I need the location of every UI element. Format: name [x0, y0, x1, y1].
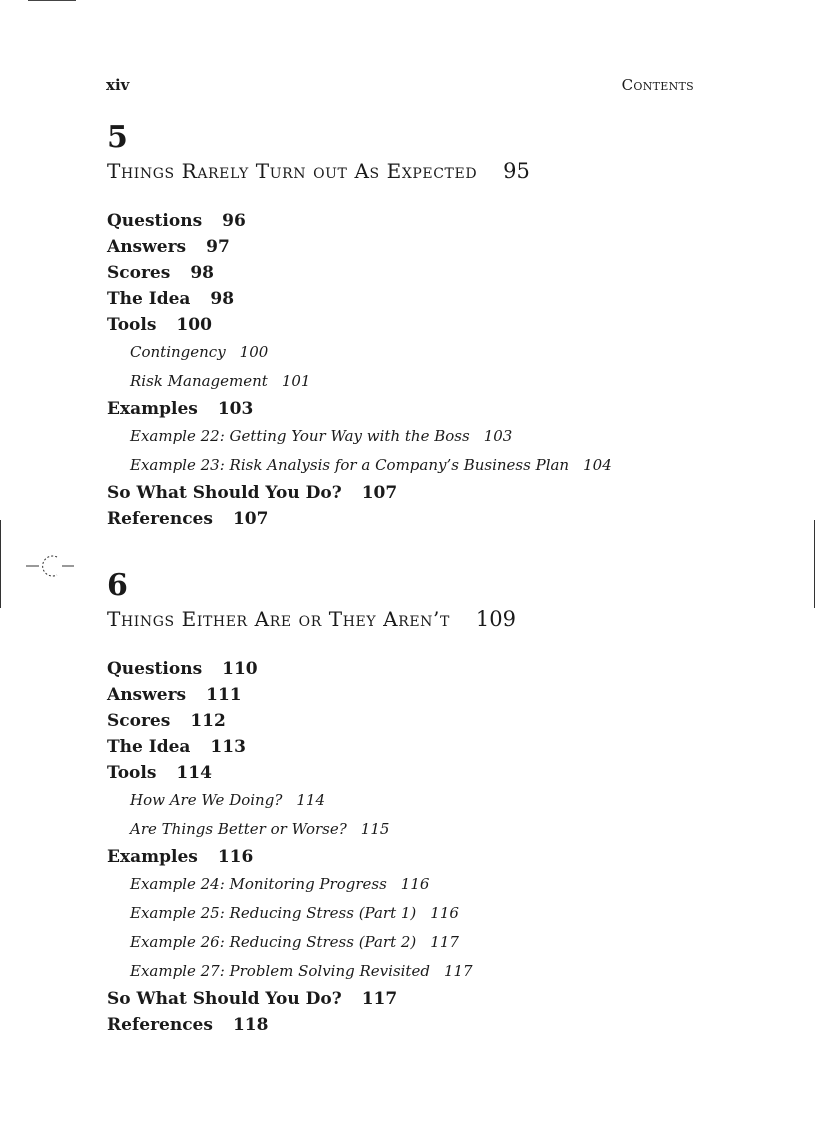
toc-entry-page: 101: [281, 372, 311, 390]
toc-entry-page: 110: [222, 659, 258, 679]
toc-subentry: [107, 957, 687, 986]
toc-entry: [107, 480, 687, 506]
toc-entry-label: Examples: [107, 399, 198, 419]
chapter-5-entries: [107, 208, 687, 532]
toc-entry-label: Risk Management: [130, 372, 268, 390]
toc-entry-page: 103: [217, 399, 254, 419]
toc-entry-label: References: [107, 509, 213, 529]
toc-entry-page: 116: [217, 847, 254, 867]
toc-entry-label: The Idea: [107, 737, 191, 757]
toc-entry-page: 113: [210, 737, 246, 757]
toc-entry-label: Are Things Better or Worse?: [130, 820, 347, 838]
toc-entry-label: Example 22: Getting Your Way with the Boss: [130, 427, 470, 445]
toc-entry-label: Questions: [107, 659, 203, 679]
toc-entry-label: Tools: [107, 315, 157, 335]
toc-entry: [107, 506, 687, 532]
toc-subentry: [107, 451, 687, 480]
chapter-number: 5: [107, 120, 128, 155]
toc-entry-page: 100: [176, 315, 212, 335]
toc-entry: [107, 656, 687, 682]
toc-entry-label: References: [107, 1015, 213, 1035]
toc-subentry: [107, 338, 687, 367]
toc-entry-label: Scores: [107, 263, 171, 283]
toc-entry-page: 97: [206, 237, 230, 257]
chapter-page: 109: [475, 607, 517, 631]
toc-entry-label: Examples: [107, 847, 198, 867]
toc-entry-label: Questions: [107, 211, 203, 231]
toc-entry-page: 116: [430, 904, 459, 922]
toc-entry-page: 98: [210, 289, 235, 309]
toc-entry-label: Example 27: Problem Solving Revisited: [130, 962, 430, 980]
toc-entry-page: 103: [483, 427, 513, 445]
chapter-heading: [107, 606, 687, 632]
toc-subentry: [107, 815, 687, 844]
chapter-title: Things Either Are or They Aren’t: [107, 607, 450, 631]
toc-entry-label: Example 26: Reducing Stress (Part 2): [130, 933, 417, 951]
toc-entry-page: 111: [206, 685, 242, 705]
chapter-number: 6: [107, 568, 128, 603]
toc-entry-label: Example 25: Reducing Stress (Part 1): [130, 904, 417, 922]
toc-entry-page: 115: [360, 820, 390, 838]
toc-entry-page: 100: [239, 343, 269, 361]
chapter-6: [107, 570, 687, 1038]
toc-entry: [107, 760, 687, 786]
toc-entry-label: How Are We Doing?: [130, 791, 283, 809]
registration-mark-icon: [26, 551, 76, 581]
toc-entry-page: 117: [443, 962, 473, 980]
toc-entry-label: Contingency: [130, 343, 226, 361]
toc-subentry: [107, 870, 687, 899]
toc-subentry: [107, 899, 687, 928]
toc-entry-page: 96: [222, 211, 246, 231]
toc-entry-page: 104: [583, 456, 612, 474]
toc-entry: [107, 234, 687, 260]
toc-entry-label: The Idea: [107, 289, 191, 309]
chapter-5: [107, 122, 687, 532]
running-head: [106, 76, 694, 98]
chapter-page: 95: [503, 159, 530, 183]
crop-mark-top: [28, 0, 76, 1]
toc-entry-page: 117: [361, 989, 398, 1009]
toc-entry-page: 107: [232, 509, 269, 529]
toc-entry-page: 117: [430, 933, 459, 951]
toc-entry-page: 114: [296, 791, 326, 809]
toc-entry: [107, 1012, 687, 1038]
toc-entry-label: Scores: [107, 711, 171, 731]
crop-mark-right: [814, 520, 815, 608]
toc-entry-page: 98: [190, 263, 214, 283]
crop-mark-left: [0, 520, 1, 608]
toc-subentry: [107, 786, 687, 815]
toc-entry-page: 116: [400, 875, 430, 893]
toc-entry: [107, 986, 687, 1012]
toc-subentry: [107, 422, 687, 451]
chapter-heading: [107, 158, 687, 184]
toc-subentry: [107, 367, 687, 396]
chapter-title: Things Rarely Turn out As Expected: [107, 159, 478, 183]
toc-entry-label: Answers: [107, 685, 187, 705]
page-folio: xiv: [106, 76, 130, 94]
toc-entry: [107, 682, 687, 708]
toc-entry: [107, 396, 687, 422]
toc-entry-label: Example 23: Risk Analysis for a Company’s Business Plan: [130, 456, 570, 474]
toc-entry-page: 107: [361, 483, 398, 503]
toc-entry-page: 114: [176, 763, 212, 783]
toc-entry-page: 118: [232, 1015, 269, 1035]
toc-entry: [107, 844, 687, 870]
toc-entry-label: Tools: [107, 763, 157, 783]
running-section-title: Contents: [621, 76, 694, 94]
toc-subentry: [107, 928, 687, 957]
toc-entry: [107, 260, 687, 286]
toc-entry: [107, 312, 687, 338]
toc-entry: [107, 708, 687, 734]
toc-entry-label: So What Should You Do?: [107, 483, 342, 503]
toc-entry-label: Example 24: Monitoring Progress: [130, 875, 387, 893]
toc-entry-page: 112: [190, 711, 226, 731]
toc-entry: [107, 286, 687, 312]
toc-entry-label: Answers: [107, 237, 187, 257]
toc-entry-label: So What Should You Do?: [107, 989, 342, 1009]
toc-entry: [107, 208, 687, 234]
chapter-6-entries: [107, 656, 687, 1038]
toc-entry: [107, 734, 687, 760]
